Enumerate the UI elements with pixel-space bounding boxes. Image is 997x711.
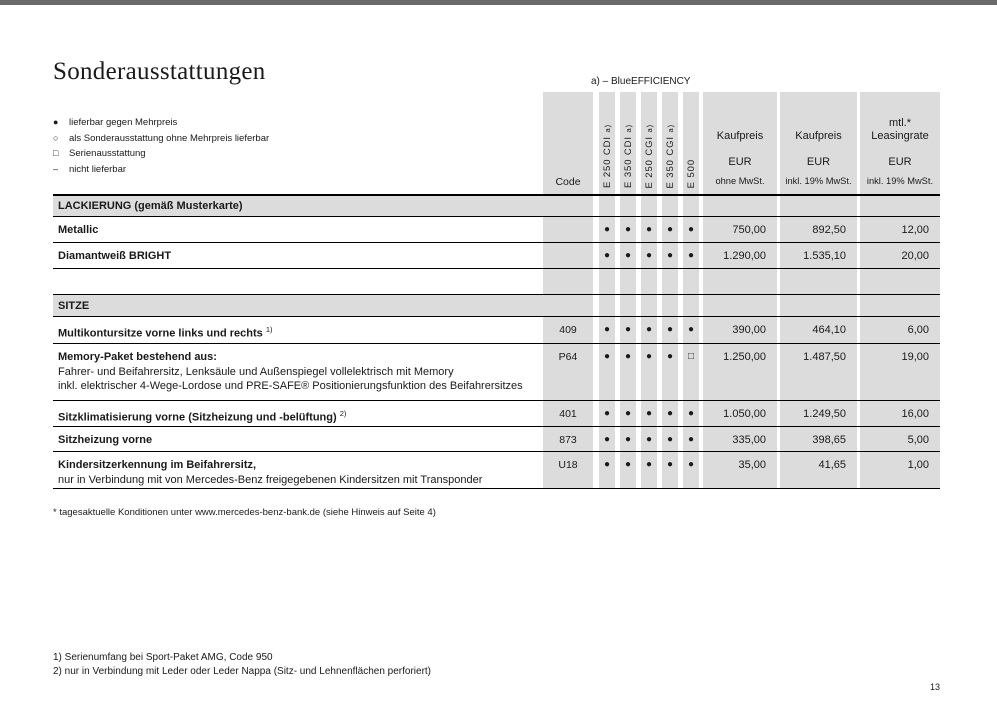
availability-mark: ● xyxy=(641,401,657,426)
legend-item xyxy=(53,115,543,131)
model-name: E 500 xyxy=(685,158,697,188)
model-name: E 350 CGI xyxy=(664,135,676,188)
footnote-marker: a) xyxy=(623,124,633,133)
availability-mark: ● xyxy=(641,317,657,343)
vat-label: inkl. 19% MwSt. xyxy=(866,176,934,186)
price-cell: 464,10 xyxy=(780,317,857,343)
model-name: E 250 CGI xyxy=(643,135,655,188)
availability-mark: ● xyxy=(662,217,678,242)
currency-label: EUR xyxy=(728,156,752,168)
currency-label: EUR xyxy=(888,156,912,168)
code-cell: 409 xyxy=(543,317,593,343)
price-header-title: mtl.* xyxy=(889,117,911,129)
row-label: Metallic xyxy=(58,224,99,236)
price-cell: 398,65 xyxy=(780,427,857,451)
spacer-row xyxy=(53,269,940,295)
open-circle-icon: ○ xyxy=(53,132,59,143)
legend-text: Serienausstattung xyxy=(69,148,146,159)
price-cell: 1,00 xyxy=(860,452,940,488)
code-cell: 401 xyxy=(543,401,593,426)
availability-mark: ● xyxy=(641,344,657,400)
availability-mark: ● xyxy=(641,217,657,242)
dash-icon: – xyxy=(53,163,59,174)
leasing-footnote: * tagesaktuelle Konditionen unter www.mercedes-benz-bank.de (siehe Hinweis auf Seite 4) xyxy=(53,507,436,518)
code-cell: 873 xyxy=(543,427,593,451)
open-square-icon: □ xyxy=(53,148,59,158)
legend-text: lieferbar gegen Mehrpreis xyxy=(69,117,178,128)
model-column-header xyxy=(599,92,615,194)
table-row xyxy=(53,217,940,243)
footnote-marker: a) xyxy=(644,123,654,132)
price-header-title: Kaufpreis xyxy=(795,130,842,142)
table-row xyxy=(53,401,940,427)
availability-mark: ● xyxy=(683,452,699,488)
row-label-detail: inkl. elektrischer 4-Wege-Lordose und PRE-SAFE® Positionierungsfunktion des Beifahrersitzes xyxy=(58,380,523,392)
price-cell: 20,00 xyxy=(860,243,940,268)
price-cell: 1.050,00 xyxy=(703,401,777,426)
table-row xyxy=(53,317,940,344)
price-column-header xyxy=(780,92,857,194)
legend-text: als Sonderausstattung ohne Mehrpreis lieferbar xyxy=(69,132,270,144)
availability-mark: ● xyxy=(641,243,657,268)
availability-mark: ● xyxy=(620,344,636,400)
price-cell: 1.249,50 xyxy=(780,401,857,426)
availability-mark: ● xyxy=(641,452,657,488)
availability-legend xyxy=(53,92,543,194)
availability-mark: ● xyxy=(620,243,636,268)
price-cell: 892,50 xyxy=(780,217,857,242)
footnote-marker: a) xyxy=(602,124,612,133)
equipment-table xyxy=(53,92,940,489)
availability-mark: ● xyxy=(599,452,615,488)
availability-mark: ● xyxy=(662,317,678,343)
model-column-header xyxy=(620,92,636,194)
price-cell: 1.535,10 xyxy=(780,243,857,268)
availability-mark: ● xyxy=(599,344,615,400)
code-cell xyxy=(543,217,593,242)
table-row xyxy=(53,452,940,489)
price-cell: 6,00 xyxy=(860,317,940,343)
price-cell: 750,00 xyxy=(703,217,777,242)
model-column-header xyxy=(662,92,678,194)
currency-label: EUR xyxy=(806,156,831,168)
legend-text: nicht lieferbar xyxy=(69,163,127,175)
section-row xyxy=(53,196,940,217)
code-cell: P64 xyxy=(543,344,593,400)
code-cell: U18 xyxy=(543,452,593,488)
model-column-header xyxy=(641,92,657,194)
availability-mark: ● xyxy=(620,427,636,451)
availability-mark: ● xyxy=(641,427,657,451)
section-title: LACKIERUNG (gemäß Musterkarte) xyxy=(53,196,593,216)
row-label: Multikontursitze vorne links und rechts $^{1)}$ xyxy=(58,325,273,340)
code-column-header: Code xyxy=(543,92,593,194)
filled-circle-icon: ● xyxy=(53,117,59,127)
model-name: E 350 CDI xyxy=(622,136,634,188)
availability-mark: ● xyxy=(620,317,636,343)
price-cell: 35,00 xyxy=(703,452,777,488)
availability-mark: ● xyxy=(620,401,636,426)
availability-mark: ● xyxy=(662,452,678,488)
price-column-header xyxy=(703,92,777,194)
availability-mark: ● xyxy=(599,427,615,451)
table-row xyxy=(53,427,940,452)
availability-mark: ● xyxy=(683,217,699,242)
page-number: 13 xyxy=(929,682,940,692)
legend-item xyxy=(53,131,543,147)
model-name: E 250 CDI xyxy=(601,136,613,188)
price-header-title: Leasingrate xyxy=(871,130,929,142)
row-label: Diamantweiß BRIGHT xyxy=(58,250,172,262)
availability-mark: ● xyxy=(683,243,699,268)
table-header xyxy=(53,92,940,196)
price-cell: 390,00 xyxy=(703,317,777,343)
price-cell: 1.290,00 xyxy=(703,243,777,268)
footnote-1: 1) Serienumfang bei Sport-Paket AMG, Code 950 xyxy=(53,652,273,663)
availability-mark: ● xyxy=(620,217,636,242)
price-cell: 16,00 xyxy=(860,401,940,426)
page-top-bar xyxy=(0,0,997,5)
price-cell: 41,65 xyxy=(780,452,857,488)
page-title: Sonderausstattungen xyxy=(53,58,266,85)
row-label: Memory-Paket bestehend aus: Fahrer- und Beifahrersitz, Lenksäule und Außenspiegel vollelektrisch mit Memory inkl. elektrischer 4-Wege-Lordose und PRE-SAFE® Positionierungsfunktion des Beifahrersitzes xyxy=(53,344,543,400)
price-header-title: Kaufpreis xyxy=(716,130,764,142)
price-cell: 1.487,50 xyxy=(780,344,857,400)
legend-item xyxy=(53,146,543,162)
row-label-detail: Fahrer- und Beifahrersitz, Lenksäule und Außenspiegel vollelektrisch mit Memory xyxy=(58,365,454,378)
price-cell: 19,00 xyxy=(860,344,940,400)
footnote-marker: 2) xyxy=(339,409,347,418)
code-cell xyxy=(543,243,593,268)
blueefficiency-note: a) – BlueEFFICIENCY xyxy=(591,76,691,87)
row-label: Sitzheizung vorne xyxy=(58,434,153,446)
availability-mark: ● xyxy=(683,401,699,426)
price-column-header xyxy=(860,92,940,194)
section-row xyxy=(53,295,940,317)
availability-mark: ● xyxy=(662,427,678,451)
availability-mark: ● xyxy=(599,217,615,242)
availability-mark: ● xyxy=(683,427,699,451)
availability-mark: ● xyxy=(683,317,699,343)
section-title: SITZE xyxy=(53,295,593,316)
legend-item xyxy=(53,162,543,178)
availability-mark: ● xyxy=(620,452,636,488)
footnotes xyxy=(53,651,431,679)
price-cell: 12,00 xyxy=(860,217,940,242)
row-label: Sitzklimatisierung vorne (Sitzheizung und -belüftung) $^{2)}$ xyxy=(58,409,347,424)
availability-mark: ● xyxy=(662,243,678,268)
row-label-detail: nur in Verbindung mit von Mercedes-Benz freigegebenen Kindersitzen mit Transponder xyxy=(58,473,483,486)
availability-mark: ● xyxy=(599,243,615,268)
table-row xyxy=(53,344,940,401)
price-cell: 5,00 xyxy=(860,427,940,451)
availability-mark: □ xyxy=(683,344,699,400)
price-cell: 1.250,00 xyxy=(703,344,777,400)
footnote-marker: 1) xyxy=(265,325,273,334)
price-cell: 335,00 xyxy=(703,427,777,451)
availability-mark: ● xyxy=(662,401,678,426)
vat-label: inkl. 19% MwSt. xyxy=(785,176,852,186)
row-label: Kindersitzerkennung im Beifahrersitz, nur in Verbindung mit von Mercedes-Benz freigegebenen Kindersitzen mit Transponder xyxy=(53,452,543,488)
model-column-header xyxy=(683,92,699,194)
footnote-marker: a) xyxy=(665,123,675,132)
availability-mark: ● xyxy=(599,317,615,343)
vat-label: ohne MwSt. xyxy=(715,176,765,186)
table-row xyxy=(53,243,940,269)
availability-mark: ● xyxy=(662,344,678,400)
availability-mark: ● xyxy=(599,401,615,426)
footnote-2: 2) nur in Verbindung mit Leder oder Leder Nappa (Sitz- und Lehnenflächen perforiert) xyxy=(53,666,432,677)
